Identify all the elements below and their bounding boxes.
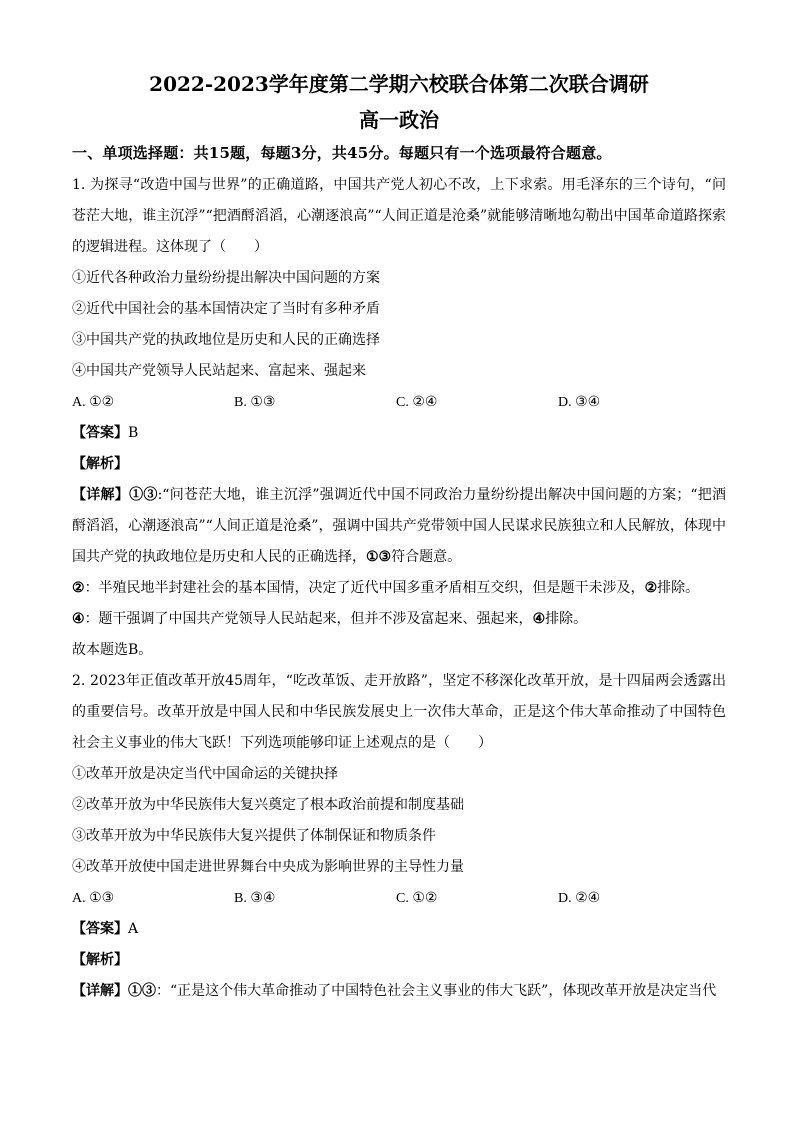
question-2-detail [72,976,726,1007]
question-2-option-3: ③改革开放为中华民族伟大复兴提供了体制保证和物质条件 [72,828,436,844]
note-2-mark: ② [72,580,85,596]
note-4-mark-2: ④ [532,611,546,627]
question-1-choice-b: B. ①③ [234,395,276,410]
note-4-text: ：题干强调了中国共产党领导人民站起来，但并不涉及富起来、强起来， [84,611,533,627]
detail-text: ：“正是这个伟大革命推动了中国特色社会主义事业的伟大飞跃”，体现改革开放是决定当代 [156,983,717,999]
answer-label: 【答案】 [72,921,128,937]
document-subtitle: 高一政治 [359,108,439,132]
question-1-option-4: ④中国共产党领导人民站起来、富起来、强起来 [72,363,366,379]
question-1-detail [72,480,726,573]
question-2-choice-a: A. ①③ [72,891,115,906]
detail-label: 【详解】 [72,487,130,503]
question-1-option-2: ②近代中国社会的基本国情决定了当时有多种矛盾 [72,301,380,317]
detail-mark: ①③ [129,487,158,503]
question-2-choice-b: B. ③④ [234,891,276,906]
section-heading: 一、单项选择题：共15题，每题3分，共45分。每题只有一个选项最符合题意。 [72,144,612,162]
question-1-option-3: ③中国共产党的执政地位是历史和人民的正确选择 [72,332,380,348]
detail-label: 【详解】 [72,983,128,999]
note-4-mark: ④ [72,611,85,627]
detail-mark: ①③ [128,983,156,999]
question-2-analysis-label: 【解析】 [72,952,128,968]
detail-mark-2: ①③ [366,549,392,565]
question-1-note-4 [72,604,726,635]
question-1-choice-a: A. ①② [72,395,115,410]
question-2-option-2: ②改革开放为中华民族伟大复兴奠定了根本政治前提和制度基础 [72,797,464,813]
question-1-choice-c: C. ②④ [396,395,438,410]
note-2-mark-2: ② [644,580,658,596]
question-1-conclusion: 故本题选B。 [72,642,153,658]
question-1-note-2 [72,573,726,604]
question-1-option-1: ①近代各种政治力量纷纷提出解决中国问题的方案 [72,270,380,286]
detail-text: :“问苍茫大地，谁主沉浮”强调近代中国不同政治力量纷纷提出解决中国问题的方案；“把酒酹滔滔，心潮逐浪高”“人间正道是沧桑”，强调中国共产党带领中国人民谋求民族独立和人民解放，体现中国共产党的执政地位是历史和人民的正确选择， [72,487,727,565]
question-1-stem: 1. 为探寻“改造中国与世界”的正确道路，中国共产党人初心不改，上下求索。用毛泽东的三个诗句，“问苍茫大地，谁主沉浮”“把酒酹滔滔，心潮逐浪高”“人间正道是沧桑”就能够清晰地勾勒出中国革命道路探索的逻辑进程。这体现了（ ） [72,177,726,255]
question-2-choice-c: C. ①② [396,891,438,906]
answer-value: B [128,425,139,441]
question-2-choice-d: D. ②④ [558,891,601,906]
question-1-choice-d: D. ③④ [558,395,601,410]
document-title: 2022-2023学年度第二学期六校联合体第二次联合调研 [149,72,649,96]
detail-end: 符合题意。 [391,549,462,565]
question-1-analysis-label: 【解析】 [72,456,128,472]
answer-label: 【答案】 [72,425,128,441]
note-2-text: ：半殖民地半封建社会的基本国情，决定了近代中国多重矛盾相互交织，但是题干未涉及， [84,580,645,596]
question-1-choices [72,387,726,418]
question-2-stem: 2. 2023年正值改革开放45周年，“吃改革饭、走开放路”，坚定不移深化改革开放，是十四届两会透露出的重要信号。改革开放是中国人民和中华民族发展史上一次伟大革命，正是这个伟大革命推动了中国特色社会主义事业的伟大飞跃！下列选项能够印证上述观点的是（ ） [72,673,726,751]
note-2-end: 排除。 [657,580,700,596]
question-2-option-4: ④改革开放使中国走进世界舞台中央成为影响世界的主导性力量 [72,859,464,875]
note-4-end: 排除。 [545,611,588,627]
question-2-answer [72,914,726,945]
question-2-choices [72,883,726,914]
question-1-answer [72,418,726,449]
answer-value: A [128,921,139,937]
question-2-option-1: ①改革开放是决定当代中国命运的关键抉择 [72,766,338,782]
